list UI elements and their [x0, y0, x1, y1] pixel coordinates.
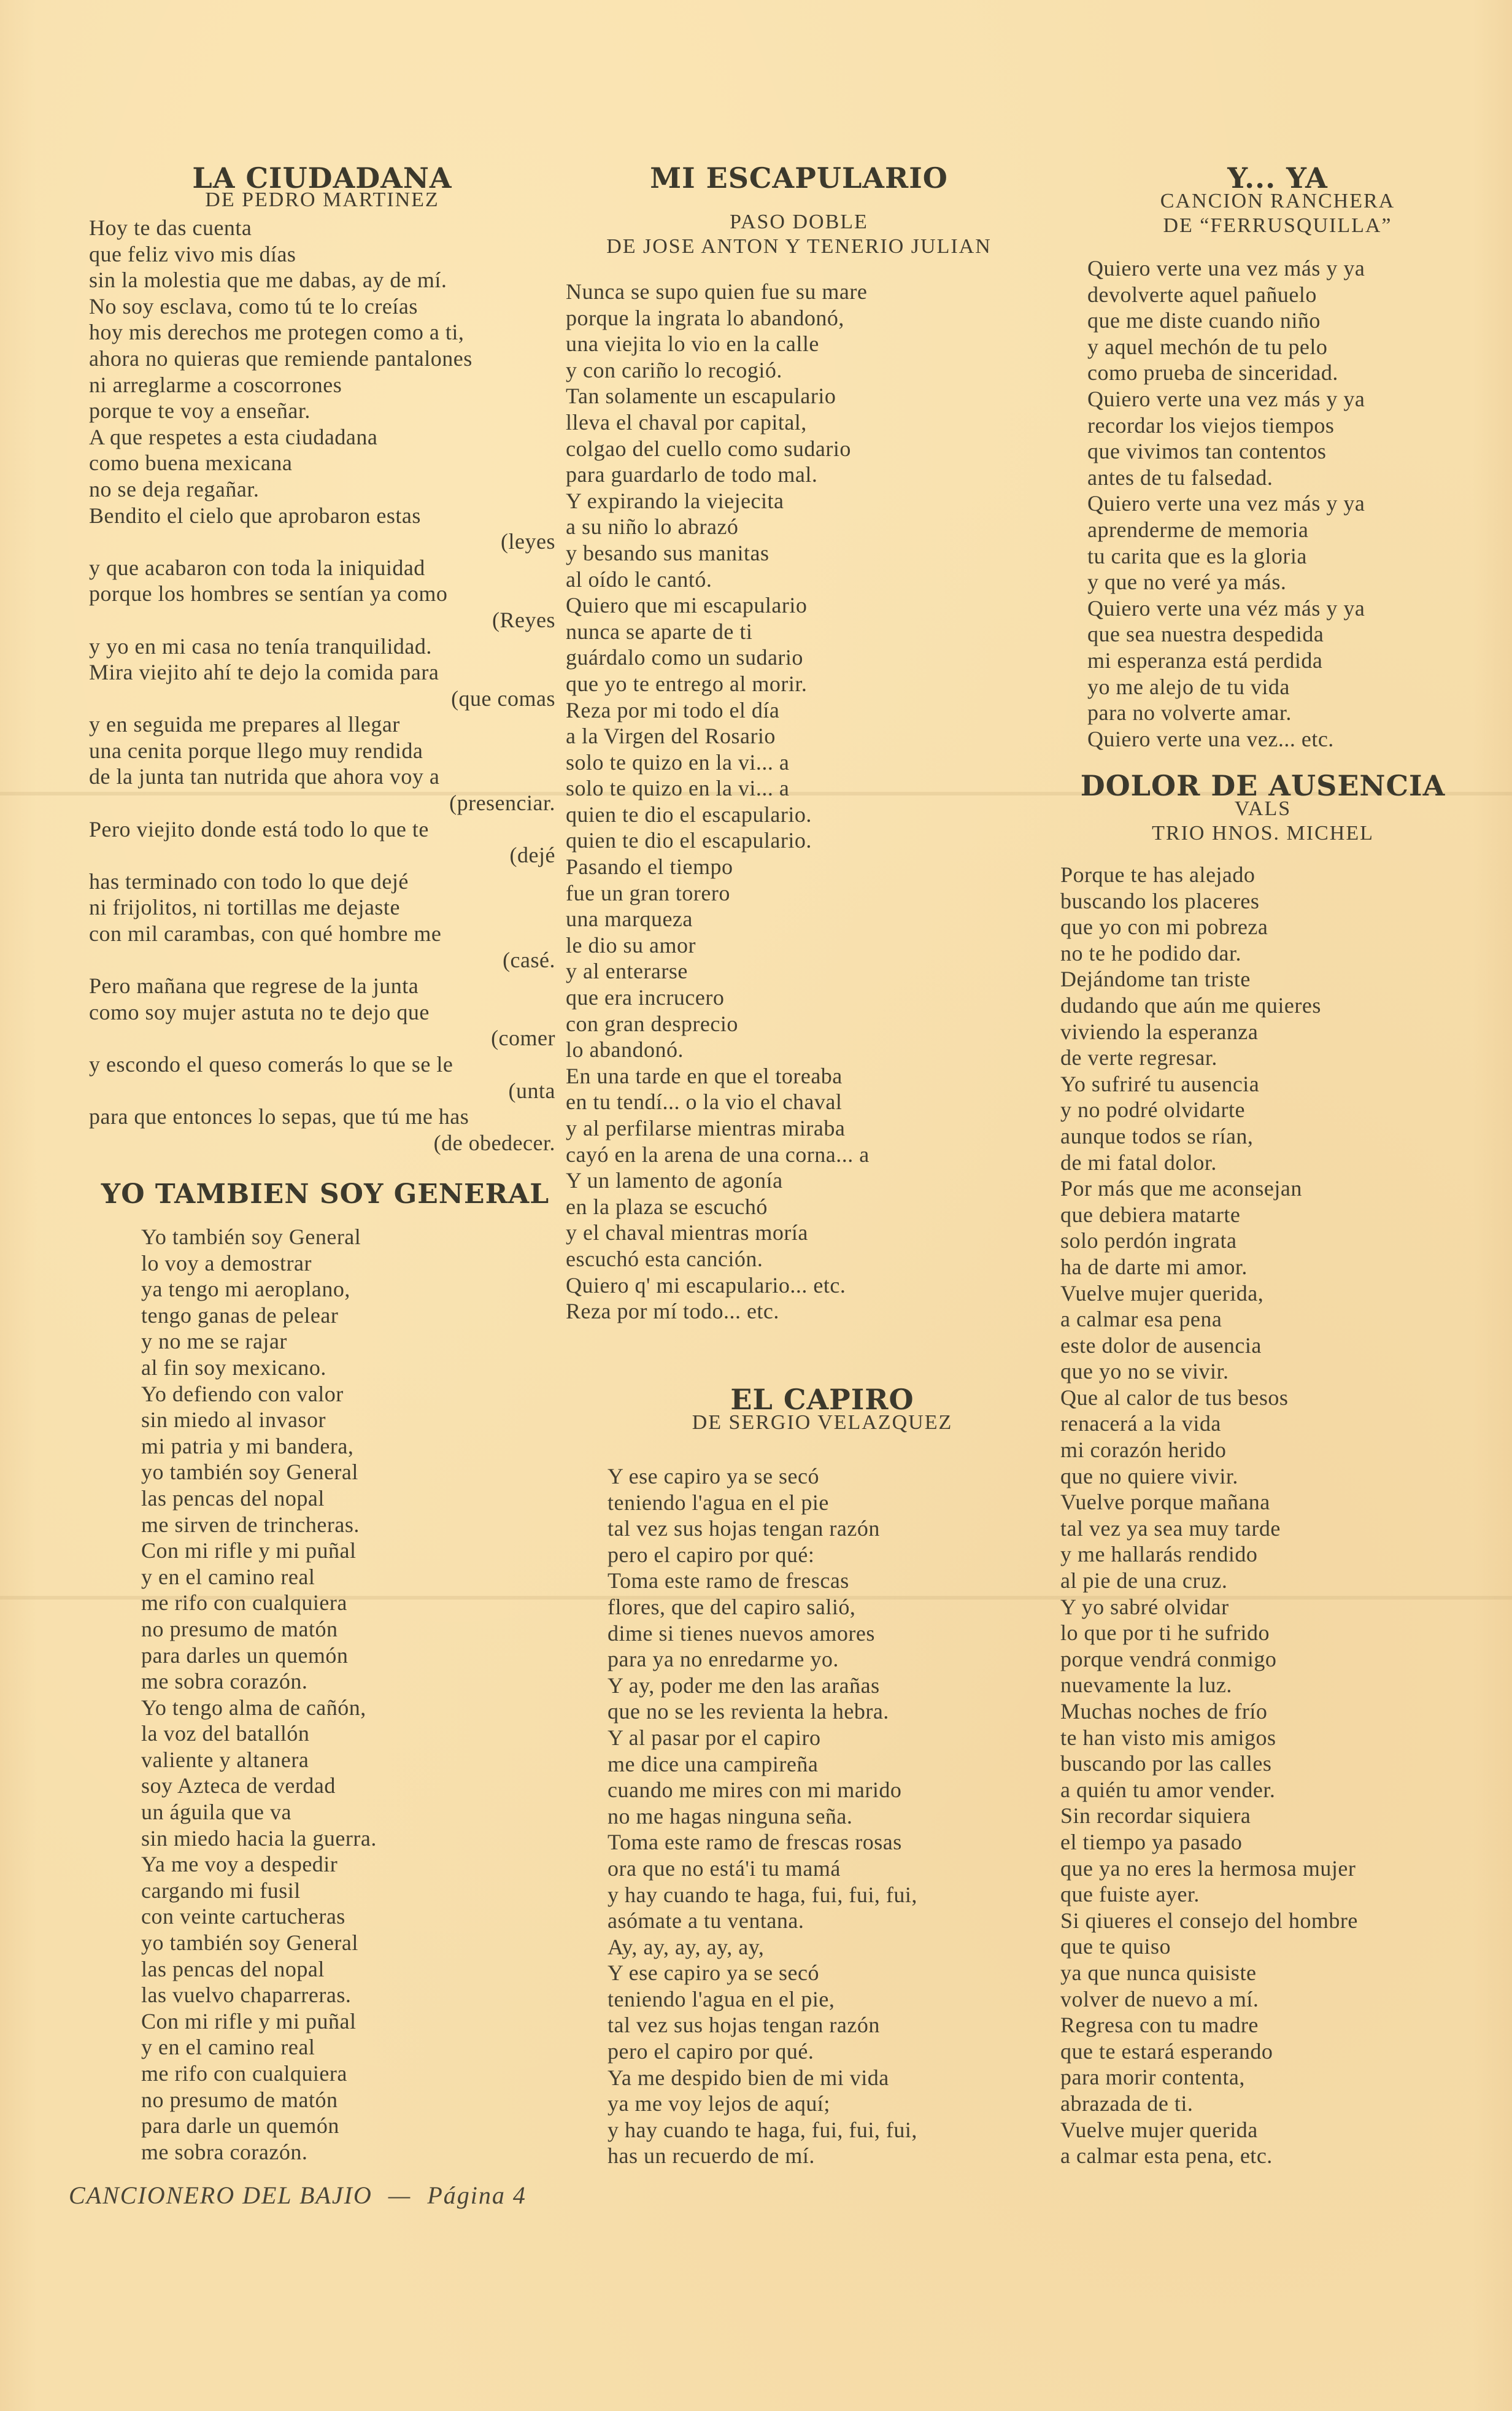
- lyric-line: Ya me despido bien de mi vida: [608, 2065, 889, 2090]
- lyric-line: Si qiueres el consejo del hombre: [1060, 1908, 1358, 1933]
- lyric-line: hoy mis derechos me protegen como a ti,: [89, 320, 465, 345]
- lyric-line: porque la ingrata lo abandonó,: [566, 305, 844, 330]
- lyric-line: mi corazón herido: [1060, 1438, 1227, 1463]
- lyric-line: que no se les revienta la hebra.: [608, 1699, 889, 1724]
- lyric-line: no te he podido dar.: [1060, 940, 1241, 966]
- lyric-line-continuation: (presenciar.: [449, 791, 555, 816]
- song-credits: [608, 1411, 1037, 1435]
- lyric-line: que vivimos tan contentos: [1087, 439, 1327, 464]
- lyric-line: lo voy a demostrar: [141, 1250, 312, 1275]
- lyric-line: Pasando el tiempo: [566, 854, 733, 880]
- lyric-line: buscando los placeres: [1060, 888, 1260, 913]
- song-credits: [566, 210, 1032, 259]
- lyric-line: Yo defiendo con valor: [141, 1381, 344, 1406]
- lyric-line: Vuelve mujer querida: [1060, 2117, 1258, 2142]
- lyric-line: que era incrucero: [566, 985, 725, 1010]
- lyric-line: con mil carambas, con qué hombre me: [89, 921, 442, 946]
- song-title: MI ESCAPULARIO: [650, 161, 948, 195]
- lyric-line: no presumo de matón: [141, 2087, 338, 2112]
- lyric-line: Quiero verte una vez más y ya: [1087, 386, 1365, 411]
- lyric-line: y me hallarás rendido: [1060, 1542, 1258, 1567]
- lyric-line: solo te quizo en la vi... a: [566, 749, 790, 775]
- lyric-line: como soy mujer astuta no te dejo que: [89, 999, 430, 1024]
- lyric-line: tal vez ya sea muy tarde: [1060, 1515, 1281, 1541]
- lyric-line-continuation: (unta: [508, 1078, 555, 1103]
- song-subtitle: VALS: [1234, 797, 1292, 820]
- lyric-line: pero el capiro por qué.: [608, 2039, 814, 2064]
- lyric-line: Ya me voy a despedir: [141, 1852, 338, 1877]
- lyric-line: una cenita porque llego muy rendida: [89, 738, 423, 763]
- page-footer: [69, 2181, 526, 2210]
- lyric-line: con veinte cartucheras: [141, 1904, 345, 1929]
- lyric-line: devolverte aquel pañuelo: [1087, 282, 1317, 307]
- lyric-line: yo también soy General: [141, 1460, 358, 1485]
- lyric-line: Regresa con tu madre: [1060, 2013, 1259, 2038]
- lyric-line: me sobra corazón.: [141, 1669, 308, 1694]
- lyric-line: escuchó esta canción.: [566, 1246, 763, 1271]
- lyric-line: dudando que aún me quieres: [1060, 993, 1321, 1018]
- song-lyrics: [1087, 255, 1468, 752]
- lyric-line: quien te dio el escapulario.: [566, 828, 812, 853]
- lyric-line: has un recuerdo de mí.: [608, 2143, 815, 2169]
- lyric-line: y hay cuando te haga, fui, fui, fui,: [608, 1882, 917, 1907]
- lyric-line: a quién tu amor vender.: [1060, 1777, 1276, 1802]
- lyric-line: y aquel mechón de tu pelo: [1087, 334, 1328, 359]
- lyric-line: teniendo l'agua en el pie,: [608, 1986, 835, 2011]
- lyric-line: Toma este ramo de frescas: [608, 1568, 849, 1593]
- song-subtitle: TRIO HNOS. MICHEL: [1152, 822, 1374, 845]
- lyric-line: Yo sufriré tu ausencia: [1060, 1071, 1260, 1096]
- lyric-line: ora que no está'i tu mamá: [608, 1856, 841, 1881]
- song-lyrics: [566, 279, 1032, 1325]
- lyric-line: y al enterarse: [566, 959, 688, 984]
- lyric-line: de verte regresar.: [1060, 1045, 1217, 1070]
- lyric-line: Reza por mi todo el día: [566, 697, 780, 722]
- song-subtitle: PASO DOBLE: [730, 211, 868, 233]
- lyric-line: en tu tendí... o la vio el chaval: [566, 1089, 843, 1115]
- lyric-line: que te quiso: [1060, 1934, 1171, 1959]
- lyric-line: Y al pasar por el capiro: [608, 1725, 821, 1750]
- lyric-line: como buena mexicana: [89, 451, 293, 476]
- lyric-line: soy Azteca de verdad: [141, 1773, 336, 1798]
- lyric-line: pero el capiro por qué:: [608, 1542, 815, 1567]
- lyric-line: fue un gran torero: [566, 880, 730, 905]
- lyric-line: Y ay, poder me den las arañas: [608, 1673, 880, 1698]
- lyric-line: de la junta tan nutrida que ahora voy a: [89, 764, 440, 789]
- lyric-line: Toma este ramo de frescas rosas: [608, 1830, 902, 1855]
- lyric-line: cuando me mires con mi marido: [608, 1778, 902, 1803]
- song-lyrics: [89, 215, 555, 1156]
- lyric-line: aunque todos se rían,: [1060, 1123, 1254, 1148]
- lyric-line: y yo en mi casa no tenía tranquilidad.: [89, 633, 432, 659]
- lyric-line: me sirven de trincheras.: [141, 1512, 360, 1537]
- lyric-line: para guardarlo de todo mal.: [566, 462, 818, 487]
- lyric-line-continuation: (que comas: [451, 686, 555, 711]
- lyric-line: tal vez sus hojas tengan razón: [608, 2013, 880, 2038]
- lyric-line: y no me se rajar: [141, 1329, 287, 1354]
- lyric-line: Con mi rifle y mi puñal: [141, 1538, 357, 1563]
- lyric-line: mi patria y mi bandera,: [141, 1433, 354, 1458]
- song-lyrics: [1054, 862, 1472, 2169]
- lyric-line: cayó en la arena de una corna... a: [566, 1142, 870, 1167]
- lyric-line: Y yo sabré olvidar: [1060, 1594, 1229, 1619]
- lyric-line: ya que nunca quisiste: [1060, 1960, 1257, 1985]
- lyric-line: para que entonces lo sepas, que tú me has: [89, 1104, 469, 1129]
- lyric-line: y que acabaron con toda la iniquidad: [89, 555, 425, 580]
- song-subtitle: DE JOSE ANTON Y TENERIO JULIAN: [606, 235, 992, 258]
- lyric-line: recordar los viejos tiempos: [1087, 412, 1335, 438]
- lyric-line: te han visto mis amigos: [1060, 1725, 1276, 1750]
- lyric-line: Y un lamento de agonía: [566, 1168, 783, 1193]
- lyric-line: que yo te entrego al morir.: [566, 671, 808, 696]
- lyric-line: Yo también soy General: [141, 1225, 361, 1249]
- lyric-line: la voz del batallón: [141, 1721, 310, 1746]
- lyric-line: ya tengo mi aeroplano,: [141, 1277, 350, 1302]
- lyric-line: volver de nuevo a mí.: [1060, 1986, 1259, 2011]
- lyric-line: A que respetes a esta ciudadana: [89, 424, 378, 449]
- lyric-line: Nunca se supo quien fue su mare: [566, 279, 868, 304]
- lyric-line: has terminado con todo lo que dejé: [89, 869, 409, 894]
- lyric-line: me dice una campireña: [608, 1751, 819, 1776]
- lyric-line: nuevamente la luz.: [1060, 1673, 1232, 1698]
- lyric-line: que fuiste ayer.: [1060, 1882, 1200, 1907]
- lyric-line: que feliz vivo mis días: [89, 241, 296, 266]
- song-el-capiro: [608, 1382, 1037, 2169]
- lyric-line: que yo no se vivir.: [1060, 1359, 1229, 1384]
- lyric-line: sin miedo hacia la guerra.: [141, 1825, 377, 1851]
- lyric-line: Por más que me aconsejan: [1060, 1176, 1302, 1201]
- lyric-line: lo que por ti he sufrido: [1060, 1620, 1270, 1646]
- song-yo-tambien-soy-general: [92, 1177, 558, 2165]
- lyric-line: y en seguida me prepares al llegar: [89, 712, 400, 737]
- lyric-line: Y ese capiro ya se secó: [608, 1960, 820, 1986]
- lyric-line: sin miedo al invasor: [141, 1407, 326, 1433]
- page-number: Página 4: [427, 2181, 526, 2209]
- lyric-line: para darle un quemón: [141, 2113, 339, 2138]
- lyric-line: que me diste cuando niño: [1087, 308, 1321, 333]
- lyric-line: un águila que va: [141, 1800, 291, 1825]
- lyric-line-continuation: (de obedecer.: [433, 1130, 555, 1155]
- lyric-line: Tan solamente un escapulario: [566, 384, 836, 409]
- lyric-line: con gran desprecio: [566, 1011, 738, 1036]
- song-la-ciudadana: [89, 161, 555, 1156]
- lyric-line: Quiero verte una véz más y ya: [1087, 595, 1365, 621]
- lyric-line: me rifo con cualquiera: [141, 2061, 347, 2086]
- lyric-line: sin la molestia que me dabas, ay de mí.: [89, 268, 447, 293]
- lyric-line: Que al calor de tus besos: [1060, 1385, 1289, 1410]
- song-title: DOLOR DE AUSENCIA: [1080, 769, 1446, 802]
- song-subtitle: DE “FERRUSQUILLA”: [1163, 214, 1392, 237]
- lyric-line: que yo con mi pobreza: [1060, 915, 1268, 940]
- lyric-line: porque vendrá conmigo: [1060, 1646, 1277, 1671]
- lyric-line: Quiero q' mi escapulario... etc.: [566, 1272, 846, 1298]
- lyric-line: al oído le cantó.: [566, 567, 712, 592]
- lyric-line: Quiero verte una vez más y ya: [1087, 256, 1365, 281]
- lyric-line: cargando mi fusil: [141, 1878, 301, 1903]
- lyric-line: le dio su amor: [566, 932, 696, 958]
- lyric-line: mi esperanza está perdida: [1087, 648, 1323, 673]
- song-subtitle: DE PEDRO MARTINEZ: [205, 188, 439, 211]
- lyric-line: al fin soy mexicano.: [141, 1355, 326, 1380]
- lyric-line: valiente y altanera: [141, 1747, 309, 1772]
- lyric-line: no presumo de matón: [141, 1616, 338, 1641]
- lyric-line: Quiero que mi escapulario: [566, 593, 808, 618]
- lyric-line: Pero viejito donde está todo lo que te: [89, 816, 429, 842]
- lyric-line: y el chaval mientras moría: [566, 1220, 808, 1245]
- song-mi-escapulario: [566, 161, 1032, 1325]
- lyric-line: que ya no eres la hermosa mujer: [1060, 1856, 1356, 1881]
- lyric-line: para ya no enredarme yo.: [608, 1647, 839, 1672]
- lyric-line: renacerá a la vida: [1060, 1411, 1221, 1436]
- song-dolor-de-ausencia: [1054, 768, 1472, 2169]
- lyric-line: y hay cuando te haga, fui, fui, fui,: [608, 2117, 917, 2142]
- lyric-line: tal vez sus hojas tengan razón: [608, 1516, 880, 1541]
- lyric-line: yo me alejo de tu vida: [1087, 674, 1290, 699]
- lyric-line: y besando sus manitas: [566, 540, 770, 565]
- lyric-line: Quiero verte una vez... etc.: [1087, 726, 1334, 751]
- song-title: Y... YA: [1227, 161, 1328, 195]
- lyric-line: como prueba de sinceridad.: [1087, 360, 1338, 385]
- footer-separator: —: [388, 2181, 412, 2209]
- lyric-line: Y ese capiro ya se secó: [608, 1464, 820, 1488]
- song-lyrics: [608, 1463, 1037, 2169]
- lyric-line: Mira viejito ahí te dejo la comida para: [89, 660, 439, 685]
- lyric-line: lleva el chaval por capital,: [566, 409, 807, 435]
- song-title: LA CIUDADANA: [192, 161, 452, 195]
- song-credits: [1054, 797, 1472, 846]
- lyric-line: para darles un quemón: [141, 1643, 349, 1668]
- lyric-line: porque los hombres se sentían ya como: [89, 581, 448, 606]
- lyric-line: Muchas noches de frío: [1060, 1699, 1268, 1724]
- lyric-line: en la plaza se escuchó: [566, 1194, 768, 1219]
- lyric-line: una marqueza: [566, 907, 693, 932]
- lyric-line: antes de tu falsedad.: [1087, 465, 1273, 490]
- lyric-line: Porque te has alejado: [1060, 862, 1256, 887]
- lyric-line: y en el camino real: [141, 1564, 315, 1589]
- lyric-line: Yo tengo alma de cañón,: [141, 1695, 366, 1720]
- song-title: YO TAMBIEN SOY GENERAL: [101, 1178, 550, 1210]
- lyric-line: y no podré olvidarte: [1060, 1097, 1245, 1123]
- lyric-line: y en el camino real: [141, 2035, 315, 2060]
- lyric-line: que no quiere vivir.: [1060, 1463, 1238, 1488]
- song-lyrics: [92, 1224, 558, 2165]
- lyric-line: este dolor de ausencia: [1060, 1333, 1262, 1358]
- lyric-line: que debiera matarte: [1060, 1202, 1241, 1227]
- song-credits: [1087, 189, 1468, 238]
- lyric-line: Ay, ay, ay, ay, ay,: [608, 1934, 765, 1959]
- lyric-line: lo abandonó.: [566, 1037, 684, 1062]
- lyric-line: solo te quizo en la vi... a: [566, 776, 790, 801]
- lyric-line: me sobra corazón.: [141, 2139, 308, 2164]
- lyric-line: las pencas del nopal: [141, 1485, 325, 1511]
- lyric-line: dime si tienes nuevos amores: [608, 1620, 875, 1646]
- lyric-line-continuation: (comer: [491, 1026, 555, 1051]
- lyric-line: ni arreglarme a coscorrones: [89, 372, 342, 397]
- lyric-line: las vuelvo chaparreras.: [141, 1983, 352, 2008]
- lyric-line: no me hagas ninguna seña.: [608, 1803, 853, 1829]
- lyric-line: ni frijolitos, ni tortillas me dejaste: [89, 895, 400, 920]
- song-credits: [89, 188, 555, 212]
- lyric-line: buscando por las calles: [1060, 1751, 1272, 1776]
- lyric-line: Y expirando la viejecita: [566, 488, 784, 513]
- lyric-line: Hoy te das cuenta: [89, 215, 252, 240]
- lyric-line: una viejita lo vio en la calle: [566, 331, 819, 357]
- song-y-ya: [1087, 161, 1468, 752]
- lyric-line: Con mi rifle y mi puñal: [141, 2008, 357, 2034]
- publication-name: CANCIONERO DEL BAJIO: [69, 2181, 372, 2209]
- lyric-line: solo perdón ingrata: [1060, 1228, 1237, 1253]
- lyric-line: abrazada de ti.: [1060, 2091, 1194, 2116]
- lyric-line-continuation: (leyes: [501, 529, 555, 554]
- lyric-line-continuation: (casé.: [503, 947, 555, 972]
- song-title: EL CAPIRO: [730, 1383, 914, 1416]
- lyric-line: a calmar esa pena: [1060, 1307, 1222, 1332]
- lyric-line: asómate a tu ventana.: [608, 1908, 804, 1933]
- lyric-line: las pencas del nopal: [141, 1956, 325, 1981]
- lyric-line: En una tarde en que el toreaba: [566, 1063, 843, 1088]
- lyric-line: Dejándome tan triste: [1060, 967, 1251, 992]
- lyric-line: no se deja regañar.: [89, 476, 260, 501]
- lyric-line: Pero mañana que regrese de la junta: [89, 973, 419, 999]
- song-subtitle: DE SERGIO VELAZQUEZ: [692, 1411, 953, 1434]
- lyric-line: y escondo el queso comerás lo que se le: [89, 1052, 453, 1077]
- lyric-line: porque te voy a enseñar.: [89, 398, 310, 424]
- lyric-line: Bendito el cielo que aprobaron estas: [89, 503, 421, 528]
- lyric-line-continuation: (dejé: [509, 843, 555, 868]
- lyric-line: Reza por mí todo... etc.: [566, 1299, 779, 1324]
- lyric-line: de mi fatal dolor.: [1060, 1150, 1217, 1175]
- lyric-line: ya me voy lejos de aquí;: [608, 2091, 830, 2116]
- lyric-line: colgao del cuello como sudario: [566, 436, 851, 461]
- song-subtitle: CANCION RANCHERA: [1160, 190, 1395, 212]
- lyric-line: ahora no quieras que remiende pantalones: [89, 346, 472, 371]
- lyric-line: me rifo con cualquiera: [141, 1590, 347, 1616]
- lyric-line: y al perfilarse mientras miraba: [566, 1116, 846, 1140]
- lyric-line: a calmar esta pena, etc.: [1060, 2143, 1273, 2169]
- lyric-line: quien te dio el escapulario.: [566, 802, 812, 827]
- lyric-line-continuation: (Reyes: [492, 607, 555, 632]
- lyric-line: tu carita que es la gloria: [1087, 543, 1307, 568]
- lyric-line: guárdalo como un sudario: [566, 645, 803, 670]
- lyric-line: viviendo la esperanza: [1060, 1019, 1259, 1044]
- lyric-line: que sea nuestra despedida: [1087, 622, 1324, 647]
- lyric-line: teniendo l'agua en el pie: [608, 1490, 829, 1515]
- lyric-line: nunca se aparte de ti: [566, 619, 753, 644]
- lyric-line: para no volverte amar.: [1087, 700, 1292, 726]
- lyric-line: el tiempo ya pasado: [1060, 1829, 1243, 1854]
- lyric-line: a su niño lo abrazó: [566, 514, 739, 540]
- lyric-line: Vuelve porque mañana: [1060, 1490, 1270, 1515]
- lyric-line: flores, que del capiro salió,: [608, 1594, 856, 1619]
- lyric-line: y que no veré ya más.: [1087, 570, 1287, 595]
- lyric-line: aprenderme de memoria: [1087, 517, 1309, 542]
- lyric-line: Sin recordar siquiera: [1060, 1803, 1251, 1829]
- lyric-line: a la Virgen del Rosario: [566, 724, 776, 749]
- lyric-line: para morir contenta,: [1060, 2065, 1245, 2090]
- lyric-line: No soy esclava, como tú te lo creías: [89, 293, 418, 319]
- lyric-line: que te estará esperando: [1060, 2038, 1273, 2064]
- lyric-line: al pie de una cruz.: [1060, 1568, 1228, 1593]
- lyric-line: ha de darte mi amor.: [1060, 1254, 1248, 1279]
- lyric-line: tengo ganas de pelear: [141, 1302, 339, 1328]
- lyric-line: yo también soy General: [141, 1930, 358, 1956]
- lyric-line: y con cariño lo recogió.: [566, 357, 782, 382]
- lyric-line: Quiero verte una vez más y ya: [1087, 491, 1365, 516]
- lyric-line: Vuelve mujer querida,: [1060, 1280, 1264, 1306]
